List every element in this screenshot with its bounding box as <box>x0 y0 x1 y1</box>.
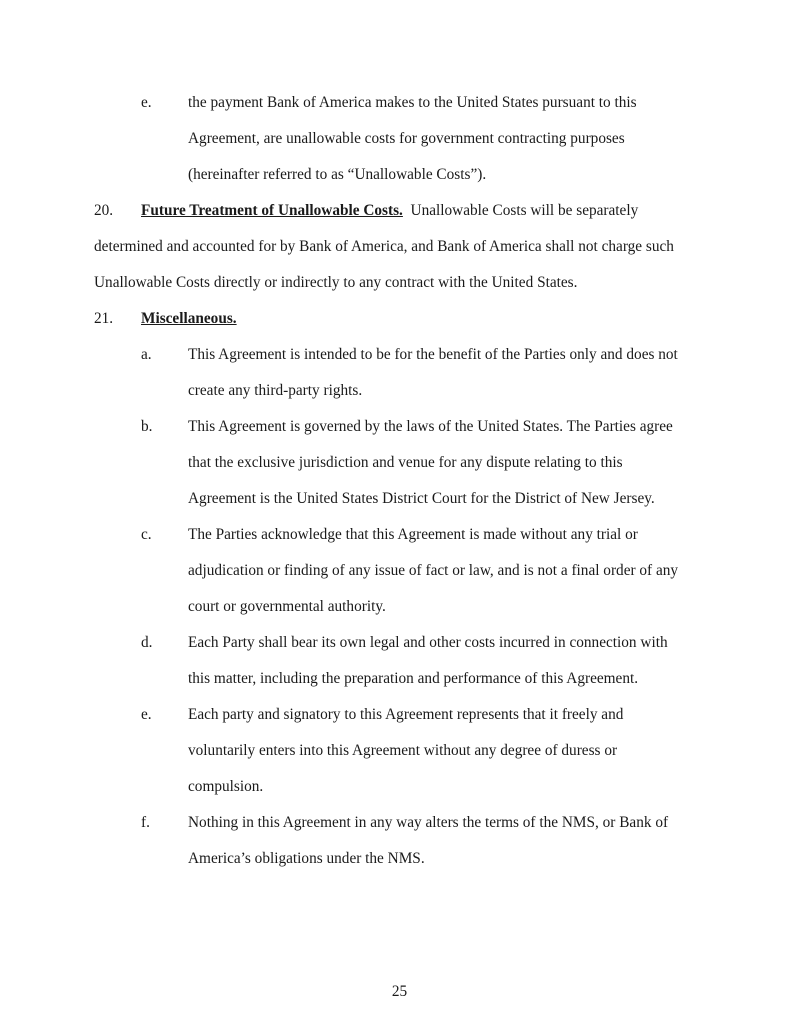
item-21a-label: a. <box>141 346 152 363</box>
item-e-line-2: Agreement, are unallowable costs for government contracting purposes <box>188 130 625 147</box>
section-20-line-2: determined and accounted for by Bank of America, and Bank of America shall not charge such <box>94 238 674 255</box>
item-21e-line-1: Each party and signatory to this Agreement represents that it freely and <box>188 706 624 723</box>
item-21f-line-2: America’s obligations under the NMS. <box>188 850 425 867</box>
item-21e-line-3: compulsion. <box>188 778 264 795</box>
section-20-number: 20. <box>94 202 114 219</box>
item-21b-label: b. <box>141 418 153 435</box>
item-21a-line-1: This Agreement is intended to be for the benefit of the Parties only and does not <box>188 346 678 363</box>
item-21b-line-1: This Agreement is governed by the laws of the United States. The Parties agree <box>188 418 673 435</box>
item-21d-line-2: this matter, including the preparation and performance of this Agreement. <box>188 670 639 687</box>
section-20-line-1-rest: Unallowable Costs will be separately <box>410 202 639 219</box>
item-21c-line-1: The Parties acknowledge that this Agreement is made without any trial or <box>188 526 638 543</box>
item-e-label: e. <box>141 94 152 111</box>
item-21b-line-3: Agreement is the United States District Court for the District of New Jersey. <box>188 490 655 507</box>
item-21c-line-3: court or governmental authority. <box>188 598 386 615</box>
item-21f-label: f. <box>141 814 150 831</box>
section-20-line-3: Unallowable Costs directly or indirectly to any contract with the United States. <box>94 274 578 291</box>
section-20-first-line <box>141 201 638 221</box>
page-number: 25 <box>391 983 408 1000</box>
item-e-line-1: the payment Bank of America makes to the United States pursuant to this <box>188 94 637 111</box>
item-21d-line-1: Each Party shall bear its own legal and other costs incurred in connection with <box>188 634 668 651</box>
item-21e-line-2: voluntarily enters into this Agreement without any degree of duress or <box>188 742 618 759</box>
item-21a-line-2: create any third-party rights. <box>188 382 363 399</box>
section-21-heading: Miscellaneous. <box>141 310 237 327</box>
item-21c-label: c. <box>141 526 152 543</box>
item-e-line-3: (hereinafter referred to as “Unallowable Costs”). <box>188 166 487 183</box>
section-20-heading: Future Treatment of Unallowable Costs. <box>141 202 403 219</box>
section-21-number: 21. <box>94 310 114 327</box>
item-21e-label: e. <box>141 706 152 723</box>
item-21b-line-2: that the exclusive jurisdiction and venue for any dispute relating to this <box>188 454 623 471</box>
item-21c-line-2: adjudication or finding of any issue of fact or law, and is not a final order of any <box>188 562 679 579</box>
item-21d-label: d. <box>141 634 153 651</box>
item-21f-line-1: Nothing in this Agreement in any way alters the terms of the NMS, or Bank of <box>188 814 669 831</box>
